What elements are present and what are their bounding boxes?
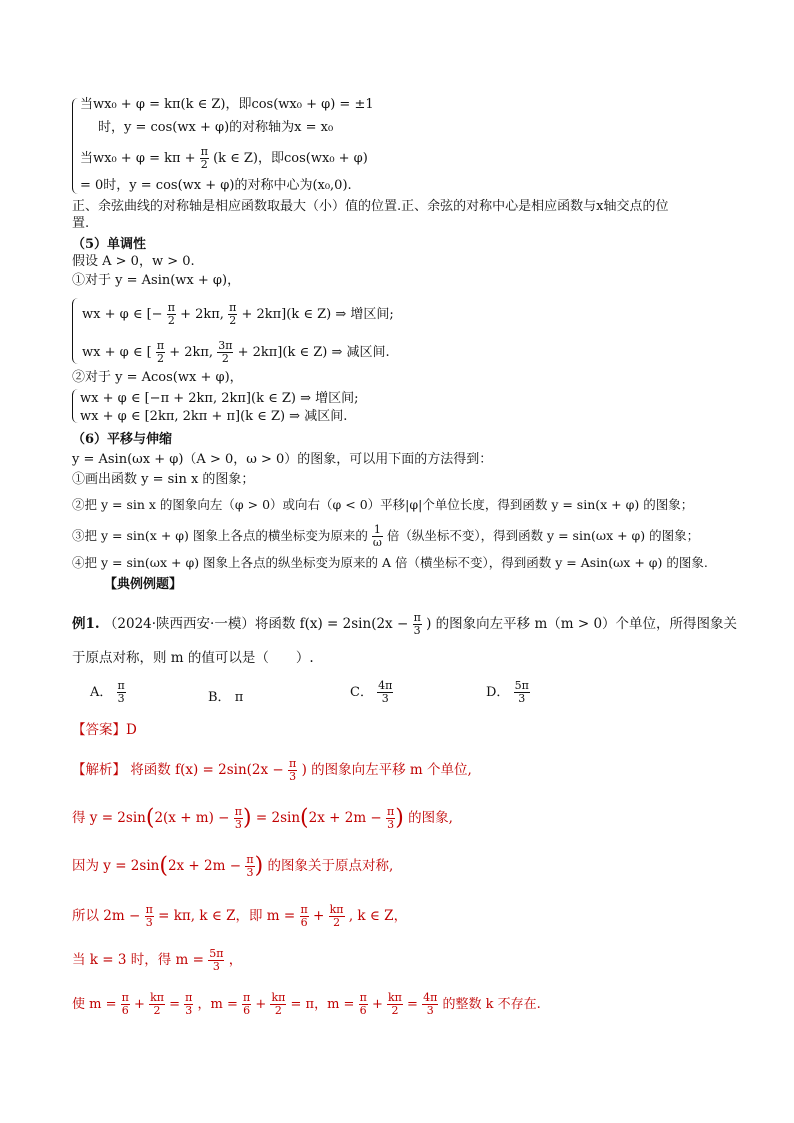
- frac-num: kπ: [329, 903, 344, 916]
- sin-decrease-line: [82, 340, 390, 365]
- symmetry-line-1: 当wx₀ + φ = kπ(k ∈ Z)，即cos(wx₀ + φ) = ±1: [80, 97, 374, 112]
- sol6-e: +: [255, 997, 267, 1012]
- frac-den: 3: [145, 916, 153, 929]
- cos-case-heading: ②对于 y = Acos(wx + φ)，: [72, 370, 243, 385]
- sol6-c: =: [169, 997, 181, 1012]
- sol4-a: 所以 2m −: [72, 908, 141, 924]
- sin-dec-a: wx + φ ∈ [: [82, 345, 152, 360]
- sol1-b: ) 的图象向左平移 m 个单位,: [301, 762, 472, 778]
- symmetry-line-3a: 当wx₀ + φ = kπ +: [80, 151, 196, 166]
- frac-pi-over-3: [413, 612, 422, 637]
- frac-num: π: [300, 903, 308, 916]
- frac-pi-over-3: [245, 854, 254, 879]
- option-b-label: B．: [208, 690, 231, 705]
- question-a: （2024·陕西西安·一模）将函数 f(x) = 2sin(2x −: [103, 616, 409, 632]
- frac-pi-over-2: [228, 302, 237, 327]
- frac-den: 2: [156, 352, 164, 365]
- paren-open: (: [159, 853, 168, 879]
- frac-num: π: [289, 757, 297, 770]
- paren-open: (: [145, 805, 155, 831]
- frac-den: 2: [274, 1004, 282, 1017]
- frac-den: 2: [221, 352, 229, 365]
- solution-tag: 【解析】: [72, 762, 126, 778]
- answer: 【答案】D: [72, 722, 137, 738]
- sin-inc-a: wx + φ ∈ [−: [82, 307, 163, 322]
- frac-den: 3: [246, 866, 254, 879]
- sol1-a: 将函数 f(x) = 2sin(2x −: [130, 762, 284, 778]
- frac-num: 4π: [423, 991, 438, 1004]
- frac-kpi-over-2: [149, 992, 165, 1017]
- sol6-a: 使 m =: [72, 997, 117, 1012]
- solution-line-6: [72, 992, 541, 1017]
- option-c-label: C．: [350, 685, 373, 700]
- sol6-f: = π，m =: [290, 997, 355, 1012]
- symmetry-note-2: 置.: [72, 216, 90, 231]
- frac-kpi-over-2: [270, 992, 286, 1017]
- brace-sin-monotone: [72, 298, 79, 364]
- frac-den: 6: [121, 1004, 129, 1017]
- frac-num: 1: [373, 523, 381, 536]
- sin-inc-b: + 2kπ,: [180, 307, 224, 322]
- sol2-c: = 2sin: [255, 810, 301, 826]
- frac-4pi-over-3: [422, 992, 438, 1017]
- option-a[interactable]: [90, 680, 126, 705]
- frac-pi-over-3: [184, 992, 193, 1017]
- frac-den: 2: [200, 158, 208, 171]
- frac-num: kπ: [150, 991, 164, 1004]
- sol5-a: 当 k = 3 时，得 m =: [72, 952, 204, 968]
- frac-den: 2: [229, 314, 237, 327]
- solution-line-1: [72, 758, 472, 783]
- frac-num: π: [387, 805, 395, 818]
- sol3-a: 因为 y = 2sin: [72, 858, 160, 874]
- symmetry-note-1: 正、余弦曲线的对称轴是相应函数取最大（小）值的位置.正、余弦的对称中心是相应函数与x轴交点的位: [72, 199, 669, 214]
- frac-pi-over-3: [288, 758, 297, 783]
- sol2-e: 的图象,: [408, 810, 453, 826]
- sol6-g: +: [371, 997, 383, 1012]
- translation-step-3: [72, 524, 699, 549]
- frac-den: 3: [381, 692, 389, 705]
- option-d[interactable]: [486, 680, 530, 705]
- option-b[interactable]: [208, 686, 243, 705]
- sol3-c: 的图象关于原点对称,: [267, 858, 394, 874]
- frac-num: 5π: [514, 679, 529, 692]
- question-b: ) 的图象向左平移 m（m > 0）个单位，所得图象关: [426, 616, 738, 632]
- paren-close: ): [243, 805, 252, 831]
- frac-den: 3: [117, 692, 125, 705]
- frac-pi-over-3: [145, 904, 154, 929]
- translation-step-1: ①画出函数 y = sin x 的图象；: [72, 472, 255, 487]
- frac-pi-over-6: [359, 992, 368, 1017]
- sol6-d: ，m =: [197, 997, 238, 1012]
- frac-den: 3: [426, 1004, 434, 1017]
- frac-pi-over-6: [121, 992, 130, 1017]
- frac-num: π: [145, 903, 153, 916]
- sol5-b: ，: [228, 952, 243, 968]
- sin-increase-line: [82, 302, 394, 327]
- option-a-label: A．: [90, 685, 113, 700]
- frac-num: π: [246, 853, 254, 866]
- frac-5pi-over-3: [208, 948, 224, 973]
- frac-num: π: [243, 991, 251, 1004]
- translation-step-4: ④把 y = sin(ωx + φ) 图象上各点的纵坐标变为原来的 A 倍（横坐标不变），得到函数 y = Asin(ωx + φ) 的图象.: [72, 555, 708, 570]
- frac-pi-over-3: [234, 806, 243, 831]
- translation-step-2: ②把 y = sin x 的图象向左（φ > 0）或向右（φ < 0）平移|φ|个单位长度，得到函数 y = sin(x + φ) 的图象；: [72, 497, 694, 512]
- sol2-d: 2x + 2m −: [308, 810, 382, 826]
- frac-pi-over-2: [167, 302, 176, 327]
- step3-b: 倍（纵坐标不变），得到函数 y = sin(ωx + φ) 的图象；: [386, 528, 700, 543]
- symmetry-line-3b: (k ∈ Z)，即cos(wx₀ + φ): [213, 151, 368, 166]
- symmetry-line-2: 时，y = cos(wx + φ)的对称轴为x = x₀: [98, 120, 334, 135]
- frac-num: π: [185, 991, 193, 1004]
- frac-num: π: [200, 145, 208, 158]
- frac-num: π: [229, 301, 237, 314]
- paren-open: (: [300, 805, 309, 831]
- symmetry-line-4: = 0时，y = cos(wx + φ)的对称中心为(x₀,0).: [80, 178, 352, 193]
- frac-num: π: [234, 805, 243, 818]
- symmetry-line-3: [80, 146, 368, 171]
- frac-3pi-over-2: [217, 340, 233, 365]
- frac-den: 3: [289, 770, 297, 783]
- cos-increase-line: wx + φ ∈ [−π + 2kπ, 2kπ](k ∈ Z) ⇒ 增区间;: [80, 391, 359, 406]
- frac-4pi-over-3: [377, 680, 393, 705]
- frac-den: 3: [413, 624, 421, 637]
- sol6-i: 的整数 k 不存在.: [442, 997, 541, 1012]
- brace-cos-monotone: [72, 389, 79, 423]
- frac-den: 3: [185, 1004, 193, 1017]
- option-d-label: D．: [486, 685, 510, 700]
- frac-num: π: [156, 339, 165, 352]
- example-label: 例1.: [72, 616, 100, 632]
- frac-den: 2: [333, 916, 341, 929]
- example-question-line-1: [72, 612, 737, 637]
- frac-pi-over-6: [242, 992, 251, 1017]
- frac-num: π: [167, 301, 175, 314]
- assumption-line: 假设 A > 0，w > 0.: [72, 254, 195, 269]
- brace-symmetry: [72, 98, 79, 194]
- sol4-d: , k ∈ Z，: [348, 908, 408, 924]
- paren-close: ): [254, 853, 264, 879]
- frac-num: 5π: [209, 947, 224, 960]
- frac-den: 3: [234, 818, 242, 831]
- solution-line-2: [72, 806, 453, 831]
- solution-line-5: [72, 948, 242, 973]
- frac-5pi-over-3: [514, 680, 530, 705]
- frac-pi-over-2: [200, 146, 209, 171]
- heading-examples: 【典例例题】: [104, 577, 183, 592]
- frac-den: 3: [387, 818, 395, 831]
- heading-translation: （6）平移与伸缩: [72, 432, 173, 447]
- translation-intro: y = Asin(ωx + φ)（A > 0，ω > 0）的图象，可以用下面的方法得到：: [72, 452, 493, 467]
- frac-pi-over-6: [300, 904, 309, 929]
- frac-den: 6: [243, 1004, 251, 1017]
- sol6-h: =: [407, 997, 418, 1012]
- sin-inc-c: + 2kπ](k ∈ Z) ⇒ 增区间;: [241, 307, 394, 322]
- frac-num: π: [359, 991, 367, 1004]
- frac-den: 6: [359, 1004, 367, 1017]
- frac-pi-over-3: [386, 806, 395, 831]
- paren-close: ): [395, 805, 404, 831]
- frac-den: 3: [518, 692, 526, 705]
- frac-den: 2: [153, 1004, 161, 1017]
- frac-1-over-omega: [372, 524, 383, 549]
- frac-pi-over-2: [156, 340, 165, 365]
- sol3-b: 2x + 2m −: [167, 858, 242, 874]
- frac-den: 3: [212, 960, 220, 973]
- sin-dec-c: + 2kπ](k ∈ Z) ⇒ 减区间.: [237, 345, 390, 360]
- sol4-c: +: [313, 908, 325, 924]
- sol6-b: +: [134, 997, 145, 1012]
- sol4-b: = kπ, k ∈ Z，即 m =: [158, 908, 296, 924]
- solution-line-4: [72, 904, 407, 929]
- frac-den: 6: [300, 916, 308, 929]
- option-c[interactable]: [350, 680, 393, 705]
- frac-num: kπ: [387, 991, 402, 1004]
- frac-num: kπ: [271, 991, 286, 1004]
- step3-a: ③把 y = sin(x + φ) 图象上各点的横坐标变为原来的: [72, 528, 368, 543]
- solution-line-3: [72, 854, 393, 879]
- frac-num: π: [117, 679, 125, 692]
- frac-pi-over-3: [117, 680, 126, 705]
- frac-num: 4π: [378, 679, 393, 692]
- heading-monotonicity: （5）单调性: [72, 237, 147, 252]
- option-b-text: π: [234, 690, 244, 705]
- frac-num: 3π: [218, 339, 233, 352]
- sin-dec-b: + 2kπ,: [169, 345, 214, 360]
- frac-num: π: [413, 611, 421, 624]
- sol2-a: 得 y = 2sin: [72, 810, 146, 826]
- frac-kpi-over-2: [387, 992, 403, 1017]
- example-question-line-2: 于原点对称，则 m 的值可以是（ ）.: [72, 650, 314, 666]
- frac-den: 2: [391, 1004, 399, 1017]
- sol2-b: 2(x + m) −: [154, 810, 230, 826]
- sin-case-heading: ①对于 y = Asin(wx + φ)，: [72, 273, 241, 288]
- frac-kpi-over-2: [329, 904, 345, 929]
- frac-den: 2: [167, 314, 175, 327]
- frac-num: π: [121, 991, 129, 1004]
- frac-den: ω: [372, 536, 382, 549]
- cos-decrease-line: wx + φ ∈ [2kπ, 2kπ + π](k ∈ Z) ⇒ 减区间.: [80, 409, 348, 424]
